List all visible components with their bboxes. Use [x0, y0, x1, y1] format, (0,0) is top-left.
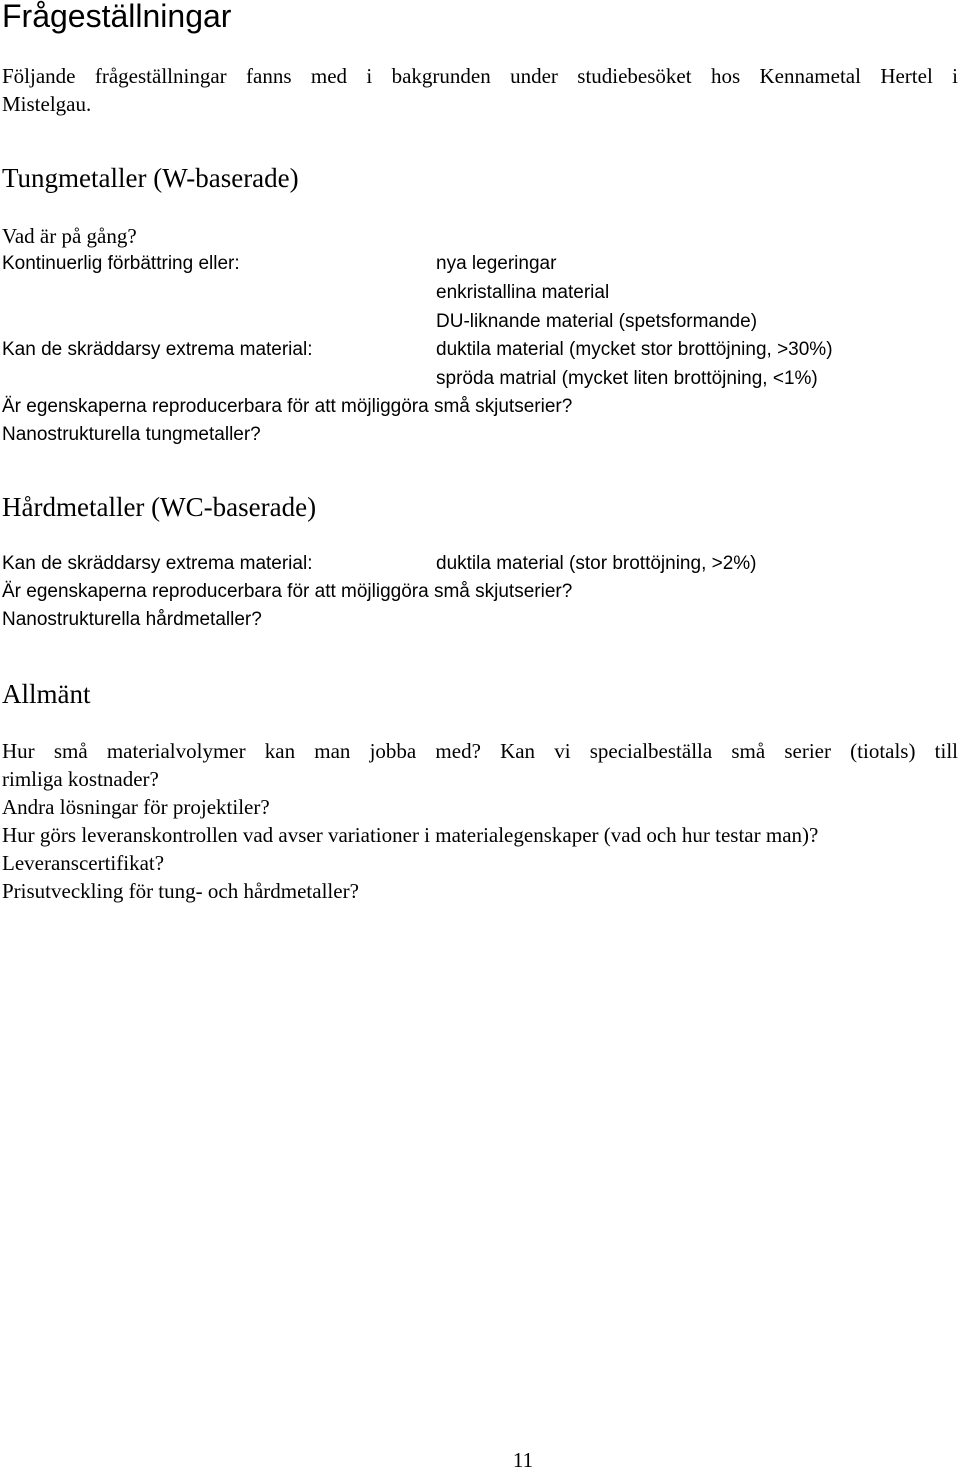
- allmant-question-2: Andra lösningar för projektiler?: [2, 795, 270, 819]
- allmant-question-1-line-2: rimliga kostnader?: [2, 767, 159, 791]
- intro-line-2: Mistelgau.: [2, 92, 92, 116]
- intro-line-1: Följande frågeställningar fanns med i bakgrunden under studiebesöket hos Kennametal Hertel i: [2, 64, 958, 88]
- allmant-question-5: Prisutveckling för tung- och hårdmetaller?: [2, 879, 359, 903]
- extrema-item-duktila: duktila material (mycket stor brottöjning, >30%): [436, 339, 833, 360]
- allmant-question-1-line-1: Hur små materialvolymer kan man jobba med? Kan vi specialbeställa små serier (tiotals) till: [2, 739, 958, 763]
- kontinuerlig-item-3: DU-liknande material (spetsformande): [436, 311, 758, 332]
- page-title: Frågeställningar: [2, 0, 232, 34]
- question-reproducerbara-tung: Är egenskaperna reproducerbara för att möjliggöra små skjutserier?: [2, 396, 573, 417]
- question-nano-hard: Nanostrukturella hårdmetaller?: [2, 609, 262, 630]
- heading-tungmetaller: Tungmetaller (W-baserade): [2, 163, 299, 193]
- extrema-label-tung: Kan de skräddarsy extrema material:: [2, 339, 313, 360]
- extrema-item-sproda: spröda matrial (mycket liten brottöjning, <1%): [436, 368, 818, 389]
- heading-allmant: Allmänt: [2, 679, 91, 709]
- allmant-question-3: Hur görs leveranskontrollen vad avser variationer i materialegenskaper (vad och hur testar man)?: [2, 823, 819, 847]
- question-reproducerbara-hard: Är egenskaperna reproducerbara för att möjliggöra små skjutserier?: [2, 581, 573, 602]
- heading-hardmetaller: Hårdmetaller (WC-baserade): [2, 492, 317, 522]
- kontinuerlig-item-1: nya legeringar: [436, 253, 557, 274]
- extrema-label-hard: Kan de skräddarsy extrema material:: [2, 553, 313, 574]
- extrema-item-hard: duktila material (stor brottöjning, >2%): [436, 553, 757, 574]
- kontinuerlig-label: Kontinuerlig förbättring eller:: [2, 253, 240, 274]
- page-number: 11: [512, 1448, 534, 1472]
- allmant-question-4: Leveranscertifikat?: [2, 851, 165, 875]
- question-nano-tung: Nanostrukturella tungmetaller?: [2, 424, 261, 445]
- vad-ar-pa-gang: Vad är på gång?: [2, 224, 137, 248]
- kontinuerlig-item-2: enkristallina material: [436, 282, 610, 303]
